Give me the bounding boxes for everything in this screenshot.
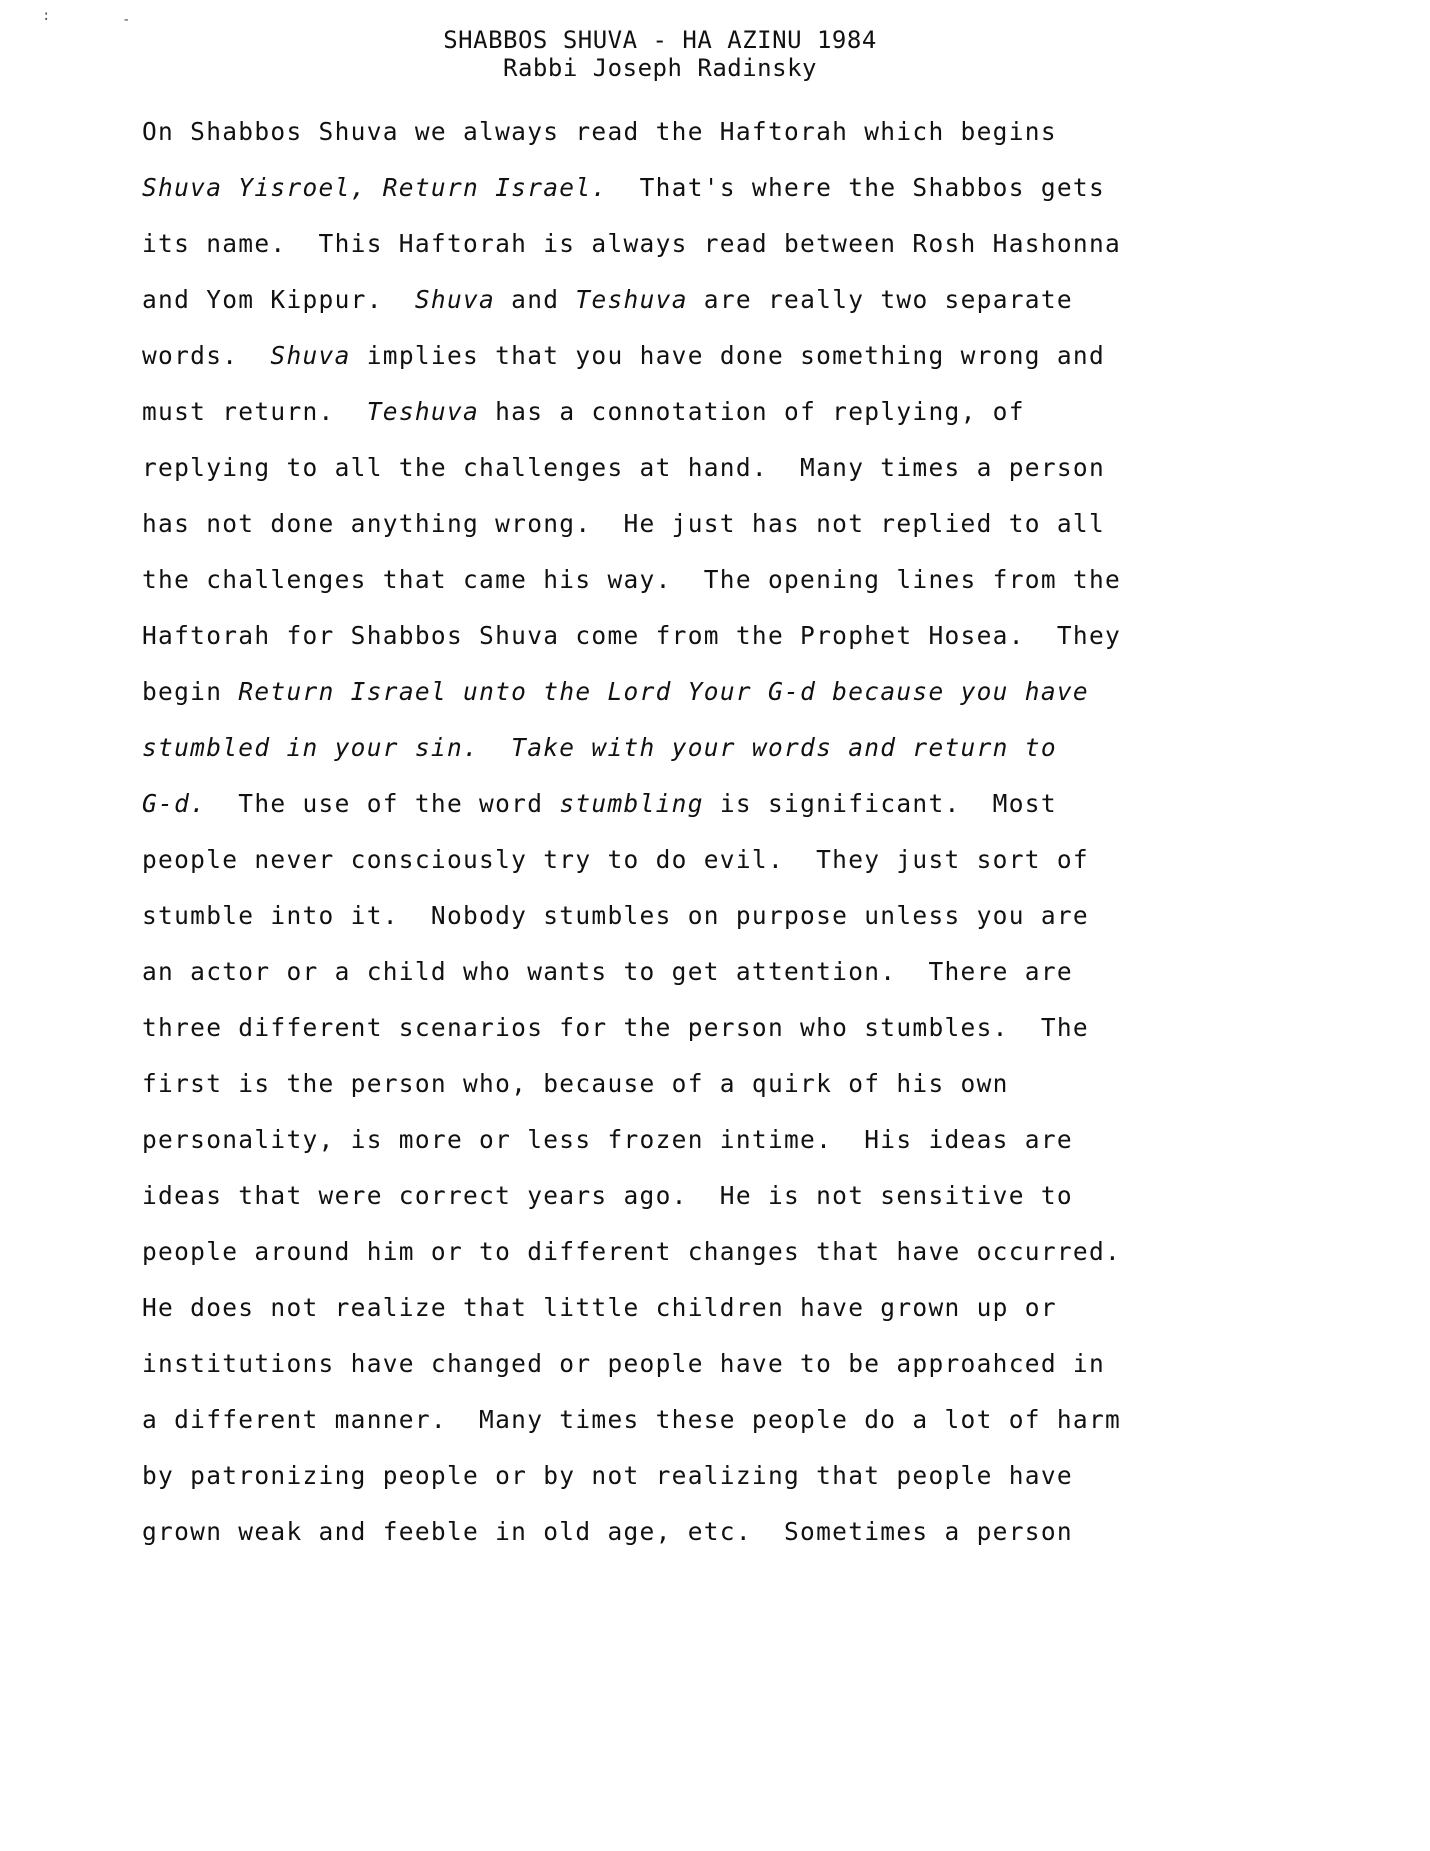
text-line [142,216,1262,272]
text-run: the challenges that came his way. The opening lines from the [142,565,1122,594]
italic-text: Shuva [270,341,351,370]
text-line [142,440,1262,496]
text-run: institutions have changed or people have to be approahced in [142,1349,1106,1378]
text-line [142,1056,1262,1112]
text-run: and Yom Kippur. [142,285,415,314]
text-line [142,1504,1262,1560]
text-line [142,272,1262,328]
text-line [142,1168,1262,1224]
text-line [142,160,1262,216]
italic-text: G-d. [142,789,207,818]
text-run: Haftorah for Shabbos Shuva come from the Prophet Hosea. They [142,621,1122,650]
text-run: He does not realize that little children have grown up or [142,1293,1057,1322]
italic-text: stumbled in your sin. Take with your words and return to [142,733,1057,762]
text-line [142,1224,1262,1280]
italic-text: Teshuva [366,397,480,426]
text-line [142,1112,1262,1168]
text-run: implies that you have done something wrong and [350,341,1106,370]
text-line [142,1448,1262,1504]
text-run: three different scenarios for the person who stumbles. The [142,1013,1089,1042]
text-run: That's where the Shabbos gets [607,173,1106,202]
italic-text: Shuva Yisroel, Return Israel. [142,173,608,202]
document-title: SHABBOS SHUVA - HA AZINU 1984 [443,26,877,54]
text-line [142,776,1262,832]
italic-text: Return Israel unto the Lord Your G-d because you have [238,677,1089,706]
text-run: and [495,285,576,314]
text-line [142,832,1262,888]
text-run: its name. This Haftorah is always read between Rosh Hashonna [142,229,1122,258]
text-run: first is the person who, because of a quirk of his own [142,1069,1009,1098]
italic-text: Teshuva [575,285,688,314]
text-line [142,1280,1262,1336]
text-line [142,552,1262,608]
document-body [142,104,1262,1560]
text-run: people never consciously try to do evil. They just sort of [142,845,1089,874]
text-run: words. [142,341,271,370]
text-run: people around him or to different changes that have occurred. [142,1237,1122,1266]
scan-speck: - [122,12,131,28]
text-line [142,328,1262,384]
text-run: are really two separate [687,285,1073,314]
document-header [0,26,1320,82]
text-line [142,1392,1262,1448]
text-run: grown weak and feeble in old age, etc. Sometimes a person [142,1517,1073,1546]
text-line [142,720,1262,776]
text-run: an actor or a child who wants to get attention. There are [142,957,1073,986]
text-run: personality, is more or less frozen intime. His ideas are [142,1125,1073,1154]
scan-speck: : [42,8,51,24]
text-run: begin [142,677,239,706]
text-line [142,1336,1262,1392]
text-line [142,496,1262,552]
text-run: must return. [142,397,367,426]
text-line [142,888,1262,944]
text-run: On Shabbos Shuva we always read the Haftorah which begins [142,117,1057,146]
text-line [142,384,1262,440]
text-line [142,944,1262,1000]
text-run: stumble into it. Nobody stumbles on purpose unless you are [142,901,1089,930]
italic-text: stumbling [559,789,704,818]
italic-text: Shuva [414,285,496,314]
text-line [142,664,1262,720]
text-run: by patronizing people or by not realizing that people have [142,1461,1073,1490]
text-run: has a connotation of replying, of [479,397,1025,426]
text-run: a different manner. Many times these people do a lot of harm [142,1405,1122,1434]
text-run: ideas that were correct years ago. He is not sensitive to [142,1181,1073,1210]
document-author: Rabbi Joseph Radinsky [503,54,817,82]
text-run: replying to all the challenges at hand. Many times a person [142,453,1106,482]
text-line [142,1000,1262,1056]
text-run: The use of the word [206,789,560,818]
text-line [142,608,1262,664]
text-run: is significant. Most [703,789,1057,818]
text-run: has not done anything wrong. He just has not replied to all [142,509,1106,538]
text-line [142,104,1262,160]
